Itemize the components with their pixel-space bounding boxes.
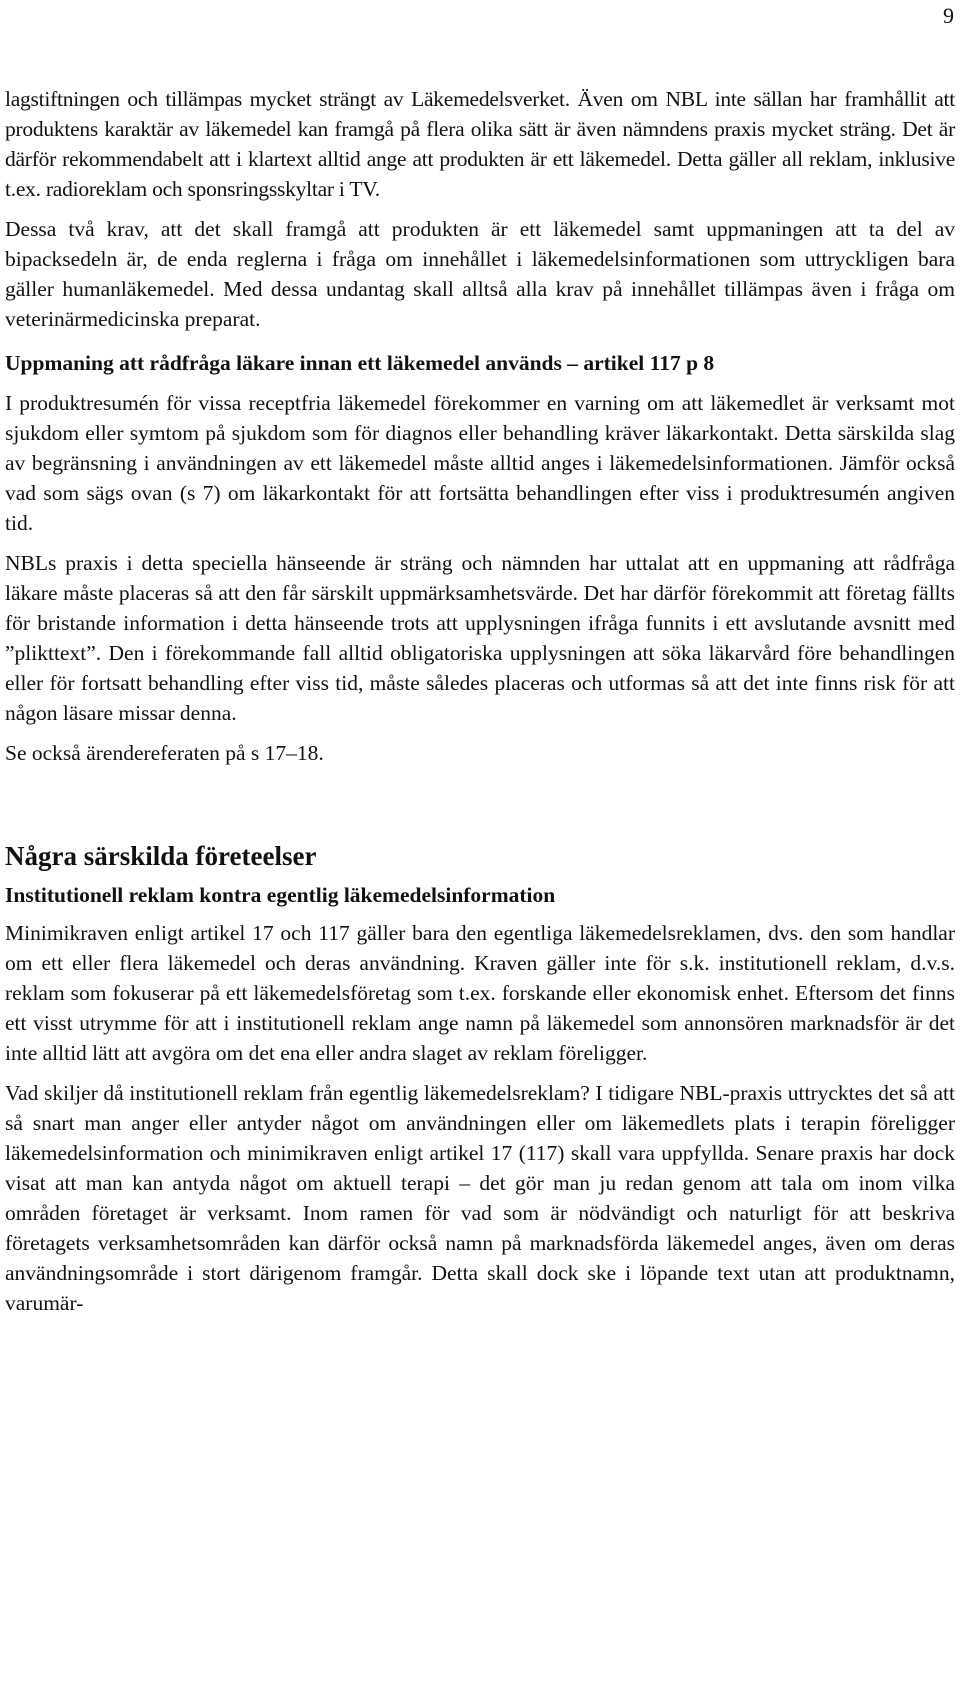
subheading-institutionell-reklam: Institutionell reklam kontra egentlig läkemedelsinformation — [5, 883, 556, 907]
intro-paragraph-2: Dessa två krav, att det skall framgå att produkten är ett läkemedel samt uppmaningen att ta del av bipacksedeln är, de enda reglerna i fråga om innehållet i läkemedelsinformationen som uttryckligen bara gäller humanläkemedel. Med dessa undantag skall alltså alla krav på innehållet tillämpas även i fråga om veterinärmedicinska preparat. — [5, 217, 955, 331]
intro-paragraph-1: lagstiftningen och tillämpas mycket strängt av Läkemedelsverket. Även om NBL inte sällan har framhållit att produktens karaktär av läkemedel kan framgå på flera olika sätt är även nämndens praxis mycket sträng. Det är därför rekommendabelt att i klartext alltid ange att produkten är ett läkemedel. Detta gäller all reklam, inklusive t.ex. radioreklam och sponsringsskyltar i TV. — [5, 87, 955, 201]
section2-paragraph-2: Vad skiljer då institutionell reklam från egentlig läkemedelsreklam? I tidigare NBL-praxis uttrycktes det så att så snart man anger eller antyder något om användningen eller om läkemedlets plats i terapin föreligger läkemedelsinformation och minimikraven enligt artikel 17 (117) skall vara uppfyllda. Senare praxis har dock visat att man kan antyda något om aktuell terapi – det gör man ju redan genom att tala om inom vilka områden företaget är verksamt. Inom ramen för vad som är nödvändigt och naturligt för att beskriva företagets verksamhetsområden kan därför också namn på marknadsförda läkemedel anges, även om deras användningsområde i stort därigenom framgår. Detta skall dock ske i löpande text utan att produktnamn, varumär- — [5, 1081, 955, 1315]
section1-paragraph-1: I produktresumén för vissa receptfria läkemedel förekommer en varning om att läkemedlet är verksamt mot sjukdom eller symtom på sjukdom som för diagnos eller behandling kräver läkarkontakt. Detta särskilda slag av begränsning i användningen av ett läkemedel måste alltid anges i läkemedelsinformationen. Jämför också vad som sägs ovan (s 7) om läkarkontakt för att fortsätta behandlingen efter viss i produktresumén angiven tid. — [5, 391, 955, 535]
section-heading-uppmaning: Uppmaning att rådfråga läkare innan ett läkemedel används – artikel 117 p 8 — [5, 351, 715, 375]
section1-paragraph-2: NBLs praxis i detta speciella hänseende är sträng och nämnden har uttalat att en uppmaning att rådfråga läkare måste placeras så att den får särskilt uppmärksamhetsvärde. Det har därför förekommit att företag fällts för bristande information i detta hänseende trots att upplysningen ifråga funnits i ett avslutande avsnitt med ”plikttext”. Den i förekommande fall alltid obligatoriska upplysningen att söka läkarvård före behandlingen eller för fortsatt behandling efter viss tid, måste således placeras och utformas så att det inte finns risk för att någon läsare missar denna. — [5, 551, 955, 725]
section1-paragraph-3: Se också ärendereferaten på s 17–18. — [5, 741, 324, 765]
section-heading-foreteelser: Några särskilda företeelser — [5, 841, 317, 871]
section2-paragraph-1: Minimikraven enligt artikel 17 och 117 gäller bara den egentliga läkemedelsreklamen, dvs. den som handlar om ett eller flera läkemedel och deras användning. Kraven gäller inte för s.k. institutionell reklam, d.v.s. reklam som fokuserar på ett läkemedelsföretag som t.ex. forskande eller ekonomisk enhet. Eftersom det finns ett visst utrymme för att i institutionell reklam ange namn på läkemedel som annonsören marknadsför är det inte alltid lätt att avgöra om det ena eller andra slaget av reklam föreligger. — [5, 921, 955, 1065]
document-body — [5, 84, 955, 1318]
page-number: 9 — [943, 3, 954, 28]
